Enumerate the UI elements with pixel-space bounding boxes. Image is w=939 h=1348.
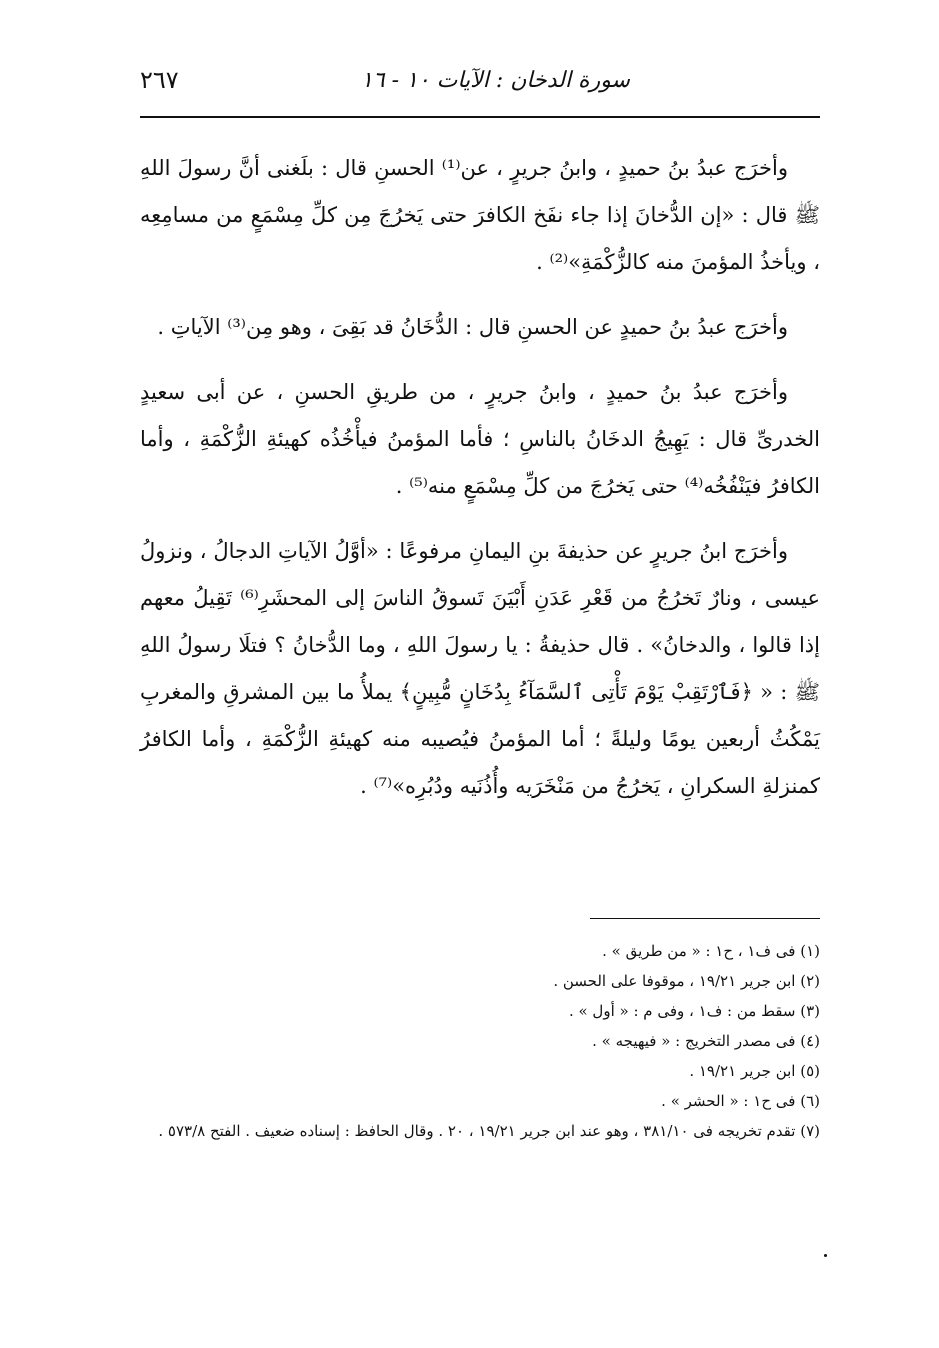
page-header bbox=[140, 62, 820, 102]
footnote: (١) فى ف١ ، ح١ : « من طريق » . bbox=[602, 942, 820, 960]
footnote-rule bbox=[590, 918, 820, 919]
paragraph: وأخرَج عبدُ بنُ حميدٍ عن الحسنِ قال : الدُّخَانُ قد بَقِىَ ، وهو مِن⁽³⁾ الآياتِ . bbox=[157, 315, 788, 339]
paragraph: وأخرَج ابنُ جريرٍ عن حذيفةَ بنِ اليمانِ مرفوعًا : «أوَّلُ الآياتِ الدجالُ ، ونزولُ عيسى ، ونارٌ تَخرُجُ من قَعْرِ عَدَنِ أَبْيَنَ تَسوقُ الناسَ إلى المحشَرِ⁽⁶⁾ تَقِيلُ معهم إذا قالوا ، والدخانُ» . قال حذيفةُ : يا رسولَ اللهِ ، وما الدُّخانُ ؟ فتلَا رسولُ اللهِ ﷺ : « ﴿فَٱرْتَقِبْ يَوْمَ تَأْتِى ٱلسَّمَآءُ بِدُخَانٍ مُّبِينٍ﴾ يملأُ ما بين المشرقِ والمغربِ يَمْكُثُ أربعين يومًا وليلةً ؛ أما المؤمنُ فيُصيبه منه كهيئةِ الزُّكْمَةِ ، وأما الكافرُ كمنزلةِ السكرانِ ، يَخرُجُ من مَنْخَرَيه وأُذُنَيه ودُبُرِه»⁽⁷⁾ . bbox=[140, 539, 820, 798]
scan-speck bbox=[824, 1254, 827, 1257]
footnote: (٢) ابن جرير ١٩/٢١ ، موقوفا على الحسن . bbox=[553, 972, 820, 990]
running-title: سورة الدخان : الآيات ١٠ - ١٦ bbox=[360, 68, 630, 93]
footnote: (٧) تقدم تخريجه فى ٣٨١/١٠ ، وهو عند ابن جرير ١٩/٢١ ، ٢٠ . وقال الحافظ : إسناده ضعيف . الفتح ٥٧٣/٨ . bbox=[158, 1122, 820, 1140]
footnote: (٤) فى مصدر التخريج : « فيهيجه » . bbox=[592, 1032, 820, 1050]
footnote: (٣) سقط من : ف١ ، وفى م : « أول » . bbox=[568, 1002, 820, 1020]
footnotes bbox=[140, 936, 820, 1146]
main-text bbox=[140, 145, 820, 810]
header-rule bbox=[140, 116, 820, 118]
page-number: ٢٦٧ bbox=[140, 66, 179, 94]
footnote: (٦) فى ح١ : « الحشر » . bbox=[661, 1092, 820, 1110]
paragraph: وأخرَج عبدُ بنُ حميدٍ ، وابنُ جريرٍ ، عن⁽¹⁾ الحسنِ قال : بلَغنى أنَّ رسولَ اللهِ ﷺ قال : «إن الدُّخانَ إذا جاء نفَخ الكافرَ حتى يَخرُجَ مِن كلِّ مِسْمَعٍ من مسامِعِه ، ويأخذُ المؤمنَ منه كالزُّكْمَةِ»⁽²⁾ . bbox=[140, 156, 820, 274]
paragraph: وأخرَج عبدُ بنُ حميدٍ ، وابنُ جريرٍ ، من طريقِ الحسنِ ، عن أبى سعيدٍ الخدرىِّ قال : يَهِيجُ الدخَانُ بالناسِ ؛ فأما المؤمنُ فيأْخُذُه كهيئةِ الزُّكْمَةِ ، وأما الكافرُ فيَنْفُخُه⁽⁴⁾ حتى يَخرُجَ من كلِّ مِسْمَعٍ منه⁽⁵⁾ . bbox=[140, 380, 820, 498]
footnote: (٥) ابن جرير ١٩/٢١ . bbox=[689, 1062, 820, 1080]
